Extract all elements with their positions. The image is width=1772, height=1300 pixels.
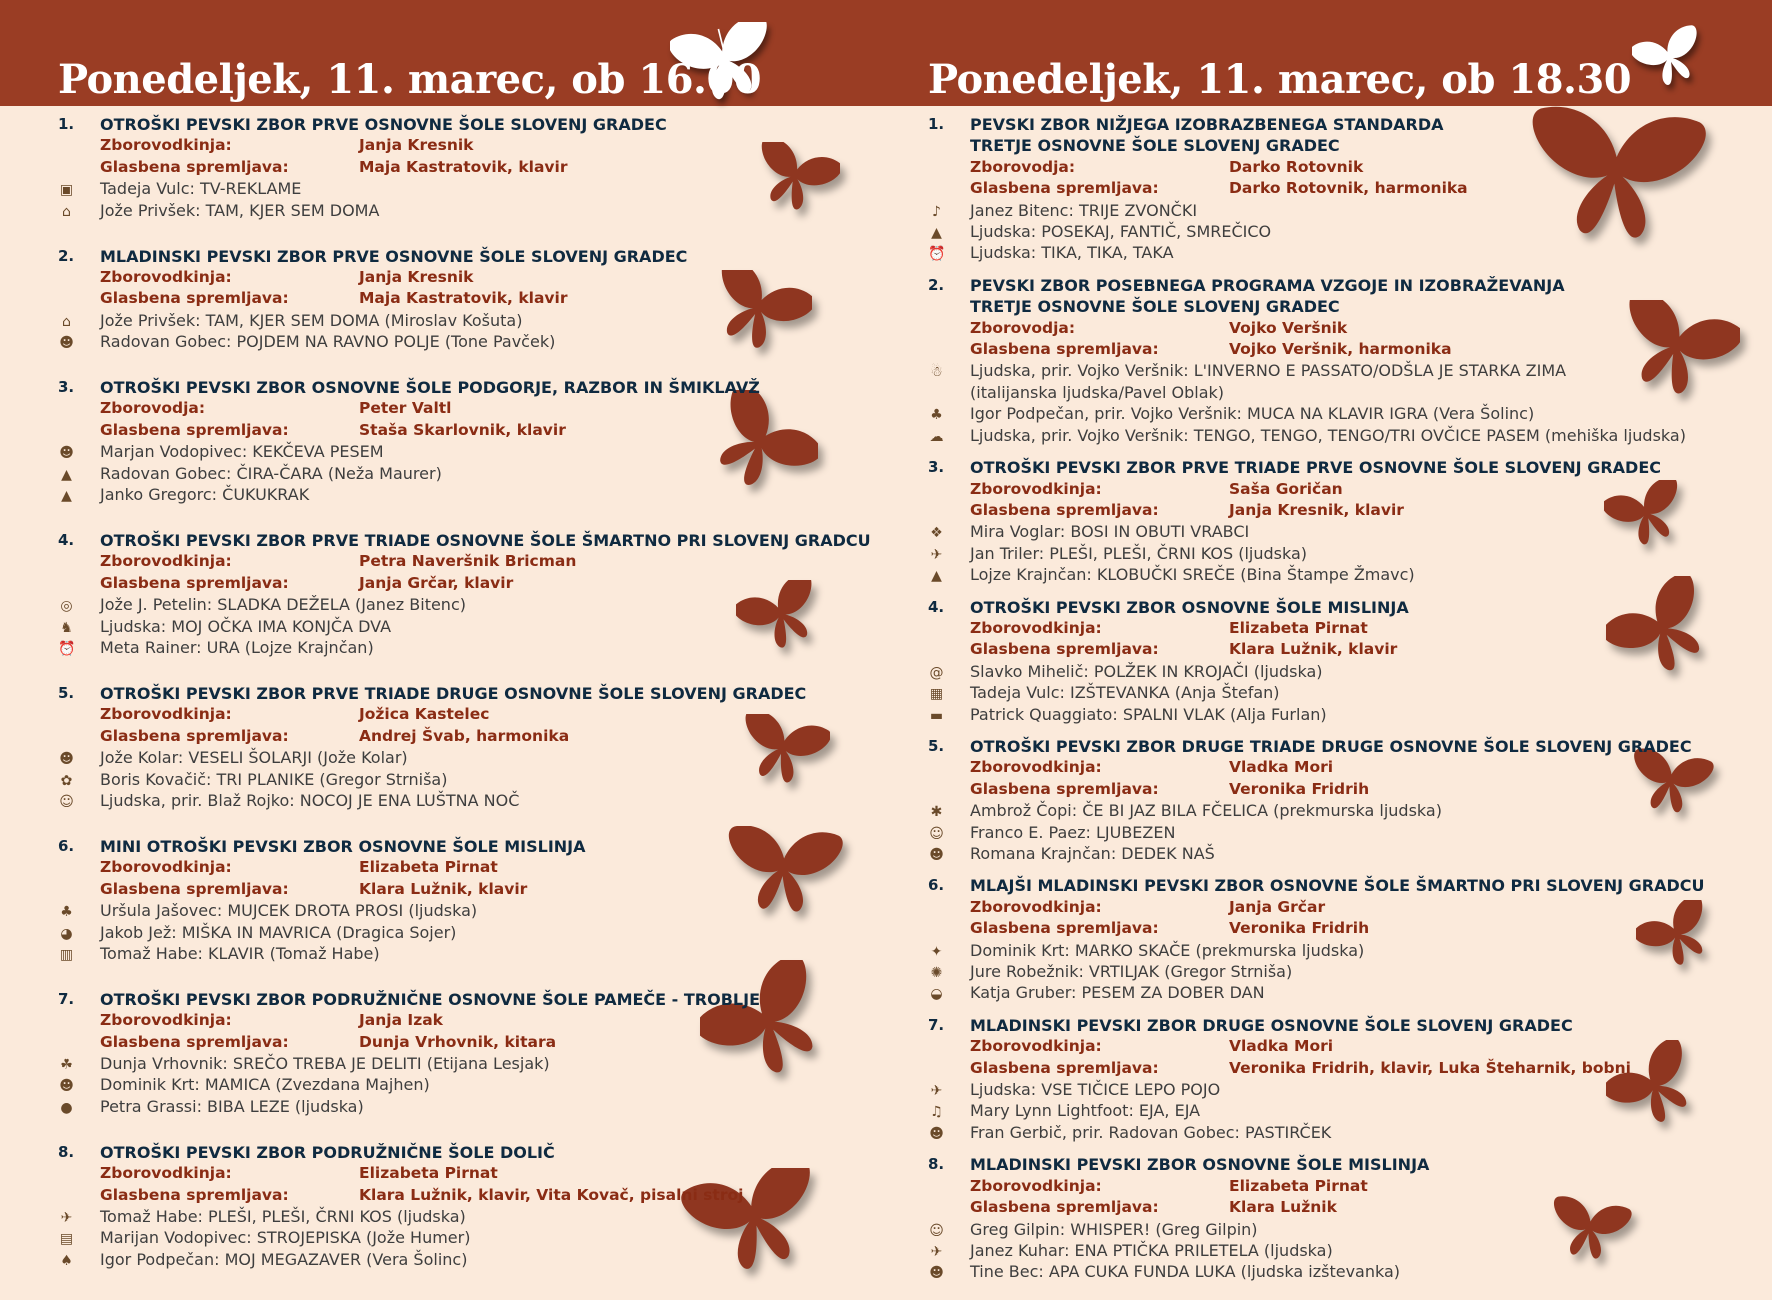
choir-entry bbox=[58, 683, 871, 811]
entry-number: 3. bbox=[928, 458, 945, 477]
song-title: Jože Privšek: TAM, KJER SEM DOMA (Miroslav Košuta) bbox=[100, 310, 523, 330]
song-item bbox=[928, 221, 1705, 242]
choir-name: MLAJŠI MLADINSKI PEVSKI ZBOR OSNOVNE ŠOLE ŠMARTNO PRI SLOVENJ GRADCU bbox=[970, 876, 1705, 896]
role-value: Petra Naveršnik Bricman bbox=[359, 552, 577, 571]
song-item bbox=[928, 1219, 1705, 1240]
song-title: Radovan Gobec: POJDEM NA RAVNO POLJE (Tone Pavček) bbox=[100, 332, 556, 352]
choir-entry bbox=[928, 1015, 1705, 1143]
role-value: Dunja Vrhovnik, kitara bbox=[359, 1032, 557, 1051]
role-value: Klara Lužnik bbox=[1229, 1198, 1337, 1217]
house-icon: ⌂ bbox=[62, 313, 71, 330]
clover-icon: ☘ bbox=[60, 1057, 73, 1074]
role-label: Glasbena spremljava: bbox=[100, 879, 289, 898]
shepherd-icon: ☻ bbox=[929, 1125, 944, 1142]
choir-entry bbox=[58, 377, 871, 505]
role-value: Klara Lužnik, klavir bbox=[1229, 640, 1398, 659]
song-item bbox=[928, 1240, 1705, 1261]
song-item bbox=[58, 1249, 871, 1270]
role-label: Zborovodja: bbox=[970, 318, 1076, 337]
role-label: Glasbena spremljava: bbox=[970, 340, 1159, 359]
smiley-icon: ☺ bbox=[59, 793, 74, 810]
song-item bbox=[928, 242, 1705, 263]
entry-number: 5. bbox=[928, 736, 945, 755]
role-label: Glasbena spremljava: bbox=[970, 1198, 1159, 1217]
choir-name: PEVSKI ZBOR POSEBNEGA PROGRAMA VZGOJE IN IZOBRAŽEVANJA bbox=[970, 275, 1565, 295]
role-label: Zborovodkinja: bbox=[970, 479, 1102, 498]
song-item bbox=[928, 382, 1705, 403]
train-icon: ▬ bbox=[929, 707, 944, 724]
role-row bbox=[970, 639, 1705, 660]
role-label: Glasbena spremljava: bbox=[100, 289, 289, 308]
song-item bbox=[58, 790, 871, 811]
lollipop-icon: ◎ bbox=[60, 598, 73, 615]
role-row bbox=[100, 398, 871, 419]
role-row bbox=[100, 420, 871, 441]
song-item bbox=[58, 616, 871, 637]
role-label: Glasbena spremljava: bbox=[970, 500, 1159, 519]
song-item bbox=[928, 661, 1705, 682]
role-value: Klara Lužnik, klavir, Vita Kovač, pisalni stroj bbox=[359, 1185, 744, 1204]
page-title: Ponedeljek, 11. marec, ob 18.30 bbox=[928, 56, 1632, 103]
role-label: Zborovodkinja: bbox=[100, 1164, 232, 1183]
song-title: Ljudska: POSEKAJ, FANTIČ, SMREČICO bbox=[970, 222, 1272, 242]
role-row bbox=[970, 918, 1705, 939]
role-row bbox=[100, 1032, 871, 1053]
tree-icon: ▲ bbox=[931, 225, 942, 242]
eagle-icon: ✈ bbox=[930, 1243, 943, 1260]
choir-entry bbox=[928, 736, 1705, 864]
song-item bbox=[58, 310, 871, 331]
role-row bbox=[100, 267, 871, 288]
bell-icon: ♪ bbox=[932, 203, 941, 220]
role-value: Klara Lužnik, klavir bbox=[359, 879, 528, 898]
song-item bbox=[928, 1079, 1705, 1100]
page-title: Ponedeljek, 11. marec, ob 16.00 bbox=[58, 56, 762, 103]
role-value: Elizabeta Pirnat bbox=[1229, 1176, 1368, 1195]
song-title: Tomaž Habe: PLEŠI, PLEŠI, ČRNI KOS (ljudska) bbox=[100, 1206, 466, 1226]
song-item bbox=[58, 943, 871, 964]
role-value: Veronika Fridrih bbox=[1229, 779, 1370, 798]
mouse-icon: ◕ bbox=[60, 925, 73, 942]
role-row bbox=[970, 757, 1705, 778]
song-title: Ambrož Čopi: ČE BI JAZ BILA FČELICA (prekmurska ljudska) bbox=[970, 801, 1442, 821]
song-title: Lojze Krajnčan: KLOBUČKI SREČE (Bina Štampe Žmavc) bbox=[970, 565, 1415, 585]
role-label: Glasbena spremljava: bbox=[100, 1032, 289, 1051]
song-title: Igor Podpečan, prir. Vojko Veršnik: MUCA NA KLAVIR IGRA (Vera Šolinc) bbox=[970, 404, 1535, 424]
grandpa-icon: ☻ bbox=[929, 847, 944, 863]
song-title: Tadeja Vulc: TV-REKLAME bbox=[100, 179, 302, 199]
role-row bbox=[970, 157, 1705, 178]
song-item bbox=[58, 200, 871, 221]
role-label: Zborovodkinja: bbox=[970, 758, 1102, 777]
choir-entry bbox=[58, 836, 871, 964]
farmer-icon: ☻ bbox=[59, 335, 74, 352]
choir-entry bbox=[928, 597, 1705, 725]
role-row bbox=[970, 618, 1705, 639]
role-value: Janja Kresnik, klavir bbox=[1229, 500, 1404, 519]
role-value: Saša Goričan bbox=[1229, 479, 1343, 498]
song-item bbox=[928, 940, 1705, 961]
song-item bbox=[58, 463, 871, 484]
song-title: Petra Grassi: BIBA LEZE (ljudska) bbox=[100, 1096, 364, 1116]
role-label: Zborovodkinja: bbox=[970, 897, 1102, 916]
choir-name: MINI OTROŠKI PEVSKI ZBOR OSNOVNE ŠOLE MISLINJA bbox=[100, 836, 586, 856]
role-row bbox=[100, 157, 871, 178]
snowman-icon: ☃ bbox=[930, 364, 943, 381]
song-title: Marjan Vodopivec: KEKČEVA PESEM bbox=[100, 442, 384, 462]
choir-name: OTROŠKI PEVSKI ZBOR PODRUŽNIČNE OSNOVNE ŠOLE PAMEČE - TROBLJE bbox=[100, 989, 760, 1009]
role-row bbox=[100, 1185, 871, 1206]
role-row bbox=[970, 1176, 1705, 1197]
role-value: Janja Kresnik bbox=[359, 136, 474, 155]
entry-number: 7. bbox=[928, 1015, 945, 1034]
song-title: Jože Kolar: VESELI ŠOLARJI (Jože Kolar) bbox=[100, 748, 408, 768]
entry-number: 2. bbox=[58, 246, 75, 265]
role-row bbox=[100, 879, 871, 900]
song-item bbox=[928, 425, 1705, 446]
song-item bbox=[928, 682, 1705, 703]
choir-list bbox=[58, 114, 871, 1295]
song-item bbox=[928, 704, 1705, 725]
choir-entry bbox=[58, 1142, 871, 1270]
role-value: Vladka Mori bbox=[1229, 1037, 1334, 1056]
song-title: Janko Gregorc: ČUKUKRAK bbox=[100, 485, 310, 505]
role-label: Zborovodkinja: bbox=[100, 1011, 232, 1030]
role-label: Glasbena spremljava: bbox=[970, 640, 1159, 659]
running-icon: ✦ bbox=[930, 943, 943, 960]
role-row bbox=[100, 857, 871, 878]
role-label: Glasbena spremljava: bbox=[970, 919, 1159, 938]
song-item bbox=[928, 200, 1705, 221]
role-value: Elizabeta Pirnat bbox=[359, 1164, 498, 1183]
song-item bbox=[928, 1100, 1705, 1121]
choir-entry bbox=[58, 246, 871, 353]
role-row bbox=[970, 479, 1705, 500]
role-label: Zborovodkinja: bbox=[100, 267, 232, 286]
song-title: Radovan Gobec: ČIRA-ČARA (Neža Maurer) bbox=[100, 463, 442, 483]
choir-name: OTROŠKI PEVSKI ZBOR DRUGE TRIADE DRUGE OSNOVNE ŠOLE SLOVENJ GRADEC bbox=[970, 736, 1692, 756]
song-title: Ljudska, prir. Blaž Rojko: NOCOJ JE ENA LUŠTNA NOČ bbox=[100, 790, 520, 810]
song-item bbox=[928, 822, 1705, 843]
cowboy-icon: ☻ bbox=[929, 1265, 944, 1282]
role-row bbox=[100, 135, 871, 156]
song-item bbox=[928, 564, 1705, 585]
entry-number: 3. bbox=[58, 378, 75, 397]
song-item bbox=[58, 594, 871, 615]
role-label: Zborovodkinja: bbox=[970, 618, 1102, 637]
cat-icon: ♣ bbox=[930, 407, 943, 424]
song-title: Tadeja Vulc: IZŠTEVANKA (Anja Štefan) bbox=[970, 683, 1280, 703]
song-title: Jakob Jež: MIŠKA IN MAVRICA (Dragica Sojer) bbox=[100, 922, 457, 942]
role-value: Peter Valtl bbox=[359, 399, 452, 418]
horse-icon: ♞ bbox=[60, 619, 73, 636]
role-row bbox=[970, 897, 1705, 918]
song-title: Dunja Vrhovnik: SREČO TREBA JE DELITI (Etijana Lesjak) bbox=[100, 1054, 550, 1074]
song-item bbox=[928, 1261, 1705, 1282]
song-title: Meta Rainer: URA (Lojze Krajnčan) bbox=[100, 638, 374, 658]
program-page-right bbox=[868, 0, 1772, 1300]
kiss-icon: ☺ bbox=[929, 825, 944, 842]
role-row bbox=[970, 500, 1705, 521]
song-title: Dominik Krt: MAMICA (Zvezdana Majhen) bbox=[100, 1075, 430, 1095]
dinosaur-icon: ♠ bbox=[60, 1252, 73, 1269]
role-label: Glasbena spremljava: bbox=[100, 726, 289, 745]
song-title: Greg Gilpin: WHISPER! (Greg Gilpin) bbox=[970, 1219, 1258, 1239]
ladybug-icon: ● bbox=[60, 1099, 73, 1116]
song-item bbox=[58, 747, 871, 768]
song-title: Katja Gruber: PESEM ZA DOBER DAN bbox=[970, 983, 1265, 1003]
song-item bbox=[58, 1206, 871, 1227]
entry-number: 5. bbox=[58, 683, 75, 702]
role-label: Zborovodkinja: bbox=[100, 858, 232, 877]
choir-name: MLADINSKI PEVSKI ZBOR OSNOVNE ŠOLE MISLINJA bbox=[970, 1155, 1430, 1175]
sheep-icon: ☁ bbox=[929, 428, 944, 445]
song-title: Marijan Vodopivec: STROJEPISKA (Jože Humer) bbox=[100, 1228, 471, 1248]
entry-number: 4. bbox=[58, 531, 75, 549]
bird-icon: ✈ bbox=[60, 1209, 73, 1226]
song-title: Tine Bec: APA CUKA FUNDA LUKA (ljudska izštevanka) bbox=[970, 1262, 1401, 1282]
role-value: Elizabeta Pirnat bbox=[359, 858, 498, 877]
role-value: Andrej Švab, harmonika bbox=[359, 726, 570, 745]
cat-icon: ♣ bbox=[60, 904, 73, 921]
entry-number: 1. bbox=[58, 115, 75, 133]
choir-entry bbox=[928, 457, 1705, 585]
song-title: Jože J. Petelin: SLADKA DEŽELA (Janez Bitenc) bbox=[100, 595, 466, 615]
entry-number: 1. bbox=[928, 115, 945, 133]
role-value: Janja Grčar, klavir bbox=[359, 573, 514, 592]
role-value: Maja Kastratovik, klavir bbox=[359, 289, 568, 308]
role-value: Darko Rotovnik, harmonika bbox=[1229, 179, 1468, 198]
choir-name: OTROŠKI PEVSKI ZBOR OSNOVNE ŠOLE PODGORJE, RAZBOR IN ŠMIKLAVŽ bbox=[100, 378, 760, 398]
choir-name: OTROŠKI PEVSKI ZBOR PRVE TRIADE DRUGE OSNOVNE ŠOLE SLOVENJ GRADEC bbox=[100, 683, 807, 703]
role-label: Zborovodkinja: bbox=[970, 1037, 1102, 1056]
choir-name: OTROŠKI PEVSKI ZBOR OSNOVNE ŠOLE MISLINJA bbox=[970, 597, 1409, 617]
role-value: Vojko Veršnik, harmonika bbox=[1229, 340, 1452, 359]
role-row bbox=[100, 288, 871, 309]
choir-entry bbox=[928, 275, 1705, 446]
song-title: (italijanska ljudska/Pavel Oblak) bbox=[970, 382, 1225, 402]
role-label: Zborovodja: bbox=[100, 399, 206, 418]
song-title: Slavko Mihelič: POLŽEK IN KROJAČI (ljudska) bbox=[970, 661, 1323, 681]
choir-name: PEVSKI ZBOR NIŽJEGA IZOBRAZBENEGA STANDARDA bbox=[970, 115, 1444, 134]
bee-icon: ✱ bbox=[930, 804, 943, 821]
song-title: Patrick Quaggiato: SPALNI VLAK (Alja Furlan) bbox=[970, 704, 1327, 724]
song-item bbox=[928, 543, 1705, 564]
choir-name: TRETJE OSNOVNE ŠOLE SLOVENJ GRADEC bbox=[970, 297, 1340, 317]
song-item bbox=[928, 961, 1705, 982]
sunrise-icon: ◒ bbox=[930, 986, 943, 1003]
role-value: Janja Izak bbox=[359, 1011, 443, 1030]
role-value: Veronika Fridrih, klavir, Luka Šteharnik, bobni bbox=[1229, 1058, 1631, 1077]
song-title: Janez Bitenc: TRIJE ZVONČKI bbox=[970, 200, 1198, 220]
song-item bbox=[58, 900, 871, 921]
song-item bbox=[928, 521, 1705, 542]
entry-number: 4. bbox=[928, 597, 945, 616]
choir-entry bbox=[58, 114, 871, 221]
role-value: Vladka Mori bbox=[1229, 758, 1334, 777]
song-item bbox=[58, 637, 871, 658]
song-item bbox=[928, 360, 1705, 381]
song-title: Ljudska: MOJ OČKA IMA KONJČA DVA bbox=[100, 616, 392, 636]
alarm-clock-icon: ⏰ bbox=[928, 246, 946, 263]
role-label: Glasbena spremljava: bbox=[970, 779, 1159, 798]
student-icon: ☻ bbox=[59, 751, 74, 768]
song-title: Ljudska: TIKA, TIKA, TAKA bbox=[970, 243, 1174, 263]
alarm-clock-icon: ⏰ bbox=[58, 641, 76, 658]
role-row bbox=[970, 339, 1705, 360]
choir-name: OTROŠKI PEVSKI ZBOR PODRUŽNIČNE ŠOLE DOLIČ bbox=[100, 1142, 555, 1162]
choir-name: MLADINSKI PEVSKI ZBOR PRVE OSNOVNE ŠOLE SLOVENJ GRADEC bbox=[100, 246, 688, 266]
song-item bbox=[928, 800, 1705, 821]
witch-icon: ▲ bbox=[61, 466, 72, 483]
role-value: Jožica Kastelec bbox=[359, 705, 490, 724]
boy-icon: ☻ bbox=[59, 445, 74, 462]
song-title: Dominik Krt: MARKO SKAČE (prekmurska ljudska) bbox=[970, 940, 1365, 960]
role-value: Elizabeta Pirnat bbox=[1229, 618, 1368, 637]
role-row bbox=[100, 1163, 871, 1184]
song-item bbox=[928, 843, 1705, 864]
song-item bbox=[928, 982, 1705, 1003]
song-title: Franco E. Paez: LJUBEZEN bbox=[970, 822, 1176, 842]
hat-icon: ▲ bbox=[931, 568, 942, 585]
role-row bbox=[970, 779, 1705, 800]
role-value: Maja Kastratovik, klavir bbox=[359, 157, 568, 176]
entry-number: 6. bbox=[58, 836, 75, 855]
song-title: Mira Voglar: BOSI IN OBUTI VRABCI bbox=[970, 522, 1250, 542]
song-item bbox=[58, 922, 871, 943]
role-label: Zborovodja: bbox=[970, 157, 1076, 176]
choir-name: MLADINSKI PEVSKI ZBOR DRUGE OSNOVNE ŠOLE SLOVENJ GRADEC bbox=[970, 1015, 1573, 1035]
song-title: Boris Kovačič: TRI PLANIKE (Gregor Strniša) bbox=[100, 769, 448, 789]
song-item bbox=[58, 1053, 871, 1074]
hat-icon: ▲ bbox=[61, 488, 72, 505]
flower-icon: ✿ bbox=[60, 772, 73, 789]
snail-icon: @ bbox=[929, 664, 944, 681]
role-value: Janja Grčar bbox=[1229, 897, 1326, 916]
song-title: Ljudska: VSE TIČICE LEPO POJO bbox=[970, 1080, 1221, 1100]
role-label: Glasbena spremljava: bbox=[100, 157, 289, 176]
parrot-icon: ✈ bbox=[930, 1083, 943, 1100]
typewriter-icon: ▤ bbox=[59, 1231, 74, 1248]
role-value: Staša Skarlovnik, klavir bbox=[359, 420, 566, 439]
role-value: Vojko Veršnik bbox=[1229, 318, 1348, 337]
role-row bbox=[100, 704, 871, 725]
role-row bbox=[970, 1197, 1705, 1218]
role-row bbox=[100, 1010, 871, 1031]
song-title: Romana Krajnčan: DEDEK NAŠ bbox=[970, 844, 1215, 863]
piano-icon: ▥ bbox=[59, 946, 74, 963]
whisper-icon: ☺ bbox=[929, 1222, 944, 1239]
choir-name: OTROŠKI PEVSKI ZBOR PRVE TRIADE PRVE OSNOVNE ŠOLE SLOVENJ GRADEC bbox=[970, 458, 1661, 478]
song-title: Janez Kuhar: ENA PTIČKA PRILETELA (ljudska) bbox=[970, 1240, 1333, 1260]
song-item bbox=[58, 1096, 871, 1117]
role-value: Veronika Fridrih bbox=[1229, 919, 1370, 938]
song-item bbox=[928, 1122, 1705, 1143]
role-label: Glasbena spremljava: bbox=[970, 179, 1159, 198]
choir-entry bbox=[58, 989, 871, 1117]
role-value: Janja Kresnik bbox=[359, 267, 474, 286]
song-item bbox=[58, 441, 871, 462]
role-label: Zborovodkinja: bbox=[970, 1176, 1102, 1195]
role-row bbox=[100, 726, 871, 747]
song-title: Fran Gerbič, prir. Radovan Gobec: PASTIRČEK bbox=[970, 1122, 1332, 1142]
song-item bbox=[58, 331, 871, 352]
role-label: Zborovodkinja: bbox=[100, 705, 232, 724]
song-title: Mary Lynn Lightfoot: EJA, EJA bbox=[970, 1101, 1201, 1121]
song-title: Igor Podpečan: MOJ MEGAZAVER (Vera Šolinc) bbox=[100, 1249, 468, 1269]
choir-name: TRETJE OSNOVNE ŠOLE SLOVENJ GRADEC bbox=[970, 136, 1340, 156]
role-label: Glasbena spremljava: bbox=[100, 1185, 289, 1204]
entry-number: 8. bbox=[58, 1142, 75, 1161]
song-title: Jože Privšek: TAM, KJER SEM DOMA bbox=[100, 200, 380, 220]
role-row bbox=[970, 178, 1705, 199]
house-icon: ⌂ bbox=[62, 203, 71, 220]
role-row bbox=[100, 573, 871, 594]
role-label: Zborovodkinja: bbox=[100, 136, 232, 155]
entry-number: 8. bbox=[928, 1155, 945, 1174]
choir-entry bbox=[928, 114, 1705, 264]
song-title: Tomaž Habe: KLAVIR (Tomaž Habe) bbox=[100, 943, 380, 963]
role-label: Zborovodkinja: bbox=[100, 552, 232, 571]
song-item bbox=[58, 484, 871, 505]
music-notes-icon: ♫ bbox=[930, 1104, 943, 1121]
song-item bbox=[58, 1074, 871, 1095]
song-title: Uršula Jašovec: MUJCEK DROTA PROSI (ljudska) bbox=[100, 901, 478, 921]
song-item bbox=[58, 769, 871, 790]
role-row bbox=[970, 1058, 1705, 1079]
role-label: Glasbena spremljava: bbox=[970, 1058, 1159, 1077]
role-row bbox=[100, 551, 871, 572]
role-label: Glasbena spremljava: bbox=[100, 420, 289, 439]
bird-icon: ✈ bbox=[930, 546, 943, 563]
tv-icon: ▣ bbox=[59, 182, 74, 199]
choir-entry bbox=[58, 530, 871, 658]
song-title: Ljudska, prir. Vojko Veršnik: TENGO, TENGO, TENGO/TRI OVČICE PASEM (mehiška ljudska) bbox=[970, 425, 1686, 445]
entry-number: 6. bbox=[928, 876, 945, 895]
choir-name: OTROŠKI PEVSKI ZBOR PRVE TRIADE OSNOVNE ŠOLE ŠMARTNO PRI SLOVENJ GRADCU bbox=[100, 531, 871, 550]
role-value: Darko Rotovnik bbox=[1229, 157, 1364, 176]
choir-name: OTROŠKI PEVSKI ZBOR PRVE OSNOVNE ŠOLE SLOVENJ GRADEC bbox=[100, 115, 667, 134]
song-item bbox=[58, 1227, 871, 1248]
role-row bbox=[970, 1036, 1705, 1057]
song-title: Jan Triler: PLEŠI, PLEŠI, ČRNI KOS (ljudska) bbox=[970, 543, 1308, 563]
role-label: Glasbena spremljava: bbox=[100, 573, 289, 592]
entry-number: 7. bbox=[58, 989, 75, 1008]
mother-icon: ☻ bbox=[59, 1078, 74, 1095]
choir-entry bbox=[928, 875, 1705, 1003]
song-title: Ljudska, prir. Vojko Veršnik: L'INVERNO E PASSATO/ODŠLA JE STARKA ZIMA bbox=[970, 361, 1567, 381]
choir-list bbox=[928, 114, 1705, 1294]
song-title: Jure Robežnik: VRTILJAK (Gregor Strniša) bbox=[970, 962, 1293, 982]
footprints-icon: ❖ bbox=[930, 525, 943, 542]
song-item bbox=[928, 403, 1705, 424]
song-item bbox=[58, 178, 871, 199]
entry-number: 2. bbox=[928, 275, 945, 294]
pinwheel-icon: ✺ bbox=[930, 965, 943, 982]
choir-entry bbox=[928, 1154, 1705, 1282]
role-row bbox=[970, 318, 1705, 339]
building-icon: ▦ bbox=[929, 686, 944, 703]
